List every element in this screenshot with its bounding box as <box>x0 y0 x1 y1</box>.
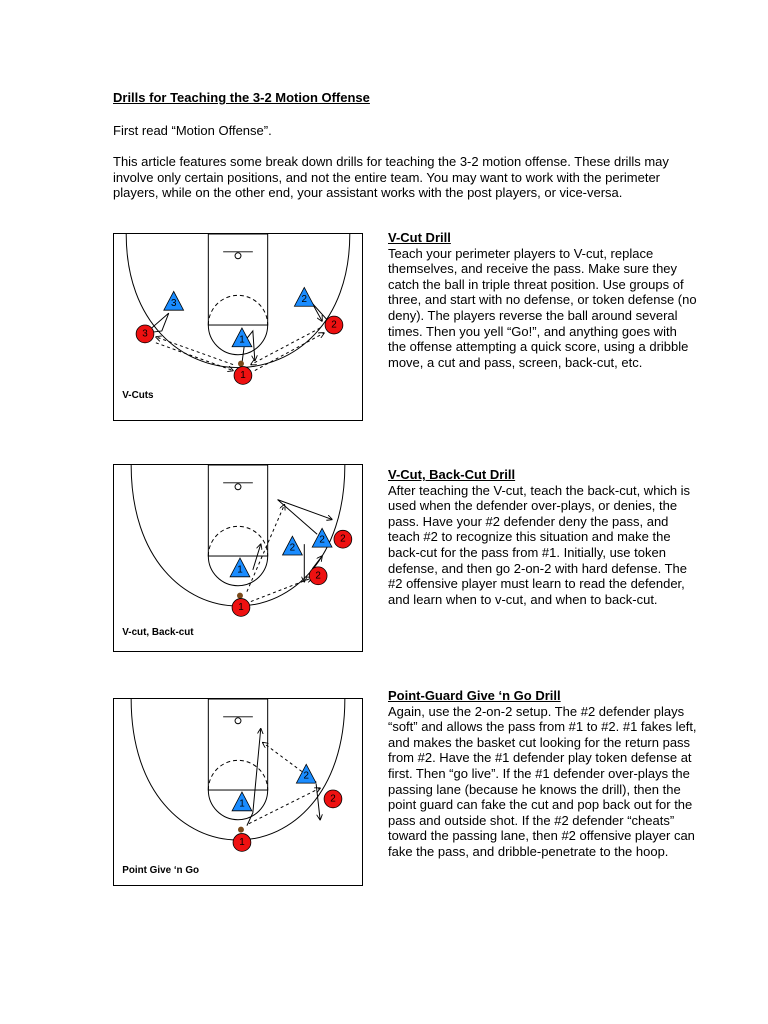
drill-v-cut <box>388 230 698 370</box>
ball <box>238 827 244 833</box>
intro-paragraph: This article features some break down drills for teaching the 3-2 motion offense. These drills may involve only certain positions, and not the entire team. You may want to work with the perimeter players, while on the other end, your assistant works with the post players, or vice-versa. <box>113 154 669 201</box>
drill-heading: Point-Guard Give ‘n Go Drill <box>388 688 561 703</box>
intro-first-read: First read “Motion Offense”. <box>113 123 272 138</box>
svg-text:1: 1 <box>238 601 244 613</box>
diagram-v-cut-back-cut <box>113 464 363 652</box>
ball <box>237 593 243 599</box>
drill-point-guard-give-n-go <box>388 688 698 860</box>
diagram-label: V-cut, Back-cut <box>122 627 194 639</box>
diagram-label: V-Cuts <box>122 390 154 402</box>
svg-text:2: 2 <box>319 534 325 546</box>
court-diagram-2 <box>114 465 362 651</box>
svg-text:2: 2 <box>289 542 296 554</box>
court-lines <box>131 465 345 606</box>
drill-v-cut-back-cut <box>388 467 698 607</box>
svg-text:2: 2 <box>301 293 308 305</box>
offense-1 <box>136 316 343 384</box>
svg-text:2: 2 <box>315 570 321 582</box>
page-title: Drills for Teaching the 3-2 Motion Offense <box>113 90 370 105</box>
defense-1 <box>164 287 314 346</box>
svg-text:1: 1 <box>240 369 246 381</box>
court-diagram-3 <box>114 699 362 885</box>
svg-text:1: 1 <box>239 798 245 810</box>
svg-text:2: 2 <box>340 533 346 545</box>
drill-heading: V-Cut, Back-Cut Drill <box>388 467 516 482</box>
svg-text:2: 2 <box>330 793 336 805</box>
svg-text:3: 3 <box>170 297 177 309</box>
court-lines <box>131 699 345 840</box>
svg-text:2: 2 <box>303 770 310 782</box>
svg-text:3: 3 <box>142 328 148 340</box>
diagram-v-cuts <box>113 233 363 421</box>
diagram-label: Point Give ‘n Go <box>122 865 200 877</box>
drill-body: Again, use the 2-on-2 setup. The #2 defender plays “soft” and allows the pass from #1 to #2. #1 fakes left, and makes the basket cut looking for the return pass from #2. Have the #1 defender play token defense at first. Then “go live”. If the #1 defender over-plays the passing lane (because he knows the drill), then the point guard can fake the cut and pop back out for the pass and outside shot. If the #2 defender “cheats” toward the passing lane, then #2 offensive player can fake the pass, and dribble-penetrate to the hoop. <box>388 703 697 859</box>
diagram-point-give-n-go <box>113 698 363 886</box>
svg-text:1: 1 <box>239 836 245 848</box>
ball <box>238 361 244 367</box>
defense-3 <box>232 764 316 811</box>
drill-body: Teach your perimeter players to V-cut, replace themselves, and receive the pass. Make sure they catch the ball in triple threat position. Use groups of three, and start with no defense, or token defense (no deny). The players reverse the ball around several times. Then you yell “Go!”, and anything goes with the offense attempting a quick score, using a dribble move, a cut and pass, screen, back-cut, etc. <box>388 245 697 370</box>
svg-text:1: 1 <box>239 334 245 346</box>
court-diagram-1 <box>114 234 362 420</box>
svg-text:1: 1 <box>237 564 243 576</box>
drill-body: After teaching the V-cut, teach the back-cut, which is used when the defender over-plays, or denies, the pass. Have your #2 defender deny the pass, and teach #2 to recognize this situation and make the back-cut for the pass from #1. Initially, use token defense, and then go 2-on-2 with hard defense. The #2 offensive player must learn to read the defender, and learn when to v-cut, and when to back-cut. <box>388 482 691 607</box>
court-lines <box>126 234 350 368</box>
svg-text:2: 2 <box>331 319 337 331</box>
drill-heading: V-Cut Drill <box>388 230 451 245</box>
